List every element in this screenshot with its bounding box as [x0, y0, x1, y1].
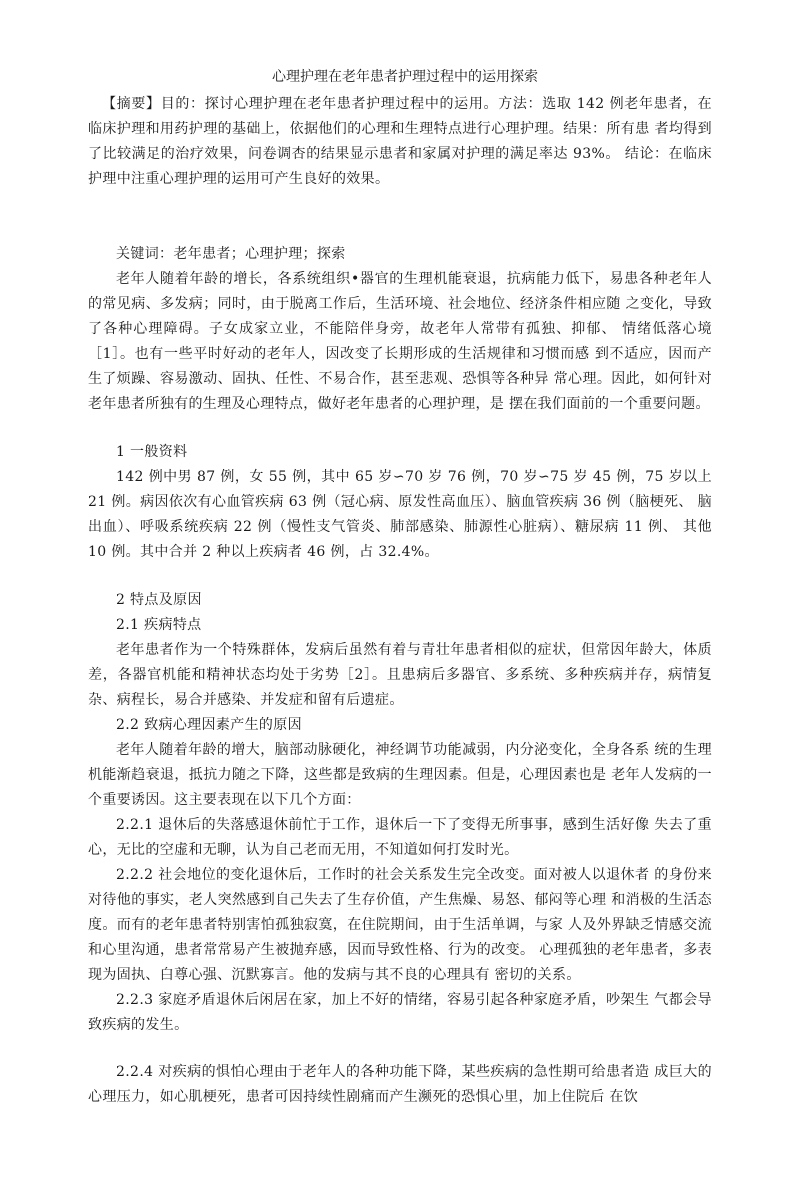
document-title: 心理护理在老年患者护理过程中的运用探索: [272, 69, 538, 85]
intro-paragraph: 老年人随着年龄的增长，各系统组织•器官的生理机能衰退，抗病能力低下，易患各种老年人的常见病、多发病；同时，由于脱离工作后，生活环境、社会地位、经济条件相应随 之变化，导致了各种心理障碍。子女成家立业，不能陪伴身旁，故老年人常带有孤独、抑郁、 情绪低落心境［1］。也有一些平时好动的老年人，因改变了长期形成的生活规律和习惯而感 到不适应，因而产生了烦躁、容易激动、固执、任性、不易合作，甚至悲观、恐惧等各种异 常心理。因此，如何针对老年患者所独有的生理及心理特点，做好老年患者的心理护理，是 摆在我们面前的一个重要问题。: [88, 271, 712, 412]
section-2-2-body: 老年人随着年龄的增大，脑部动脉硬化，神经调节功能减弱，内分泌变化，全身各系 统的生理机能渐趋衰退，抵抗力随之下降，这些都是致病的生理因素。但是，心理因素也是 老年人发病的一个重要诱因。这主要表现在以下几个方面：: [88, 742, 712, 808]
section-2-1-body: 老年患者作为一个特殊群体，发病后虽然有着与青壮年患者相似的症状，但常因年龄大，体质差，各器官机能和精神状态均处于劣势［2］。且患病后多器官、多系统、多种疾病并存，病情复杂、病程长，易合并感染、并发症和留有后遗症。: [88, 642, 712, 708]
section-1-heading: 1 一般资料: [116, 444, 188, 460]
section-2-1-heading: 2.1 疾病特点: [116, 617, 202, 633]
keywords: 关键词：老年患者；心理护理；探索: [116, 246, 346, 262]
section-2-2-heading: 2.2 致病心理因素产生的原因: [116, 717, 302, 733]
section-2-heading: 2 特点及原因: [116, 592, 202, 608]
abstract: 【摘要】目的：探讨心理护理在老年患者护理过程中的运用。方法：选取 142 例老年患者，在临床护理和用药护理的基础上，依据他们的心理和生理特点进行心理护理。结果：所有患 者均得到了比较满足的治疗效果，问卷调杏的结果显示患者和家属对护理的满足率达 93%。 结论：在临床护理中注重心理护理的运用可产生良好的效果。: [88, 96, 712, 187]
section-2-2-1: 2.2.1 退休后的失落感退休前忙于工作，退休后一下了变得无所事事，感到生活好像 失去了重心，无比的空虚和无聊，认为自己老而无用，不知道如何打发时光。: [88, 817, 712, 858]
section-2-2-4: 2.2.4 对疾病的惧怕心理由于老年人的各种功能下降，某些疾病的急性期可给患者造 成巨大的心理压力，如心肌梗死，患者可因持续性剧痛而产生濒死的恐惧心里，加上住院后 在饮: [88, 1064, 712, 1105]
section-1-body: 142 例中男 87 例，女 55 例，其中 65 岁∽70 岁 76 例，70 岁∽75 岁 45 例，75 岁以上 21 例。病因依次有心血管疾病 63 例（冠心病、原发性高血压）、脑血管疾病 36 例（脑梗死、 脑出血）、呼吸系统疾病 22 例（慢性支气管炎、肺部感染、肺源性心脏病）、糖尿病 11 例、 其他 10 例。其中合并 2 种以上疾病者 46 例，占 32.4%。: [88, 469, 712, 560]
document-page: [88, 64, 712, 1110]
section-2-2-3: 2.2.3 家庭矛盾退休后闲居在家，加上不好的情绪，容易引起各种家庭矛盾，吵架生 气都会导致疾病的发生。: [88, 992, 712, 1033]
section-2-2-2: 2.2.2 社会地位的变化退休后，工作时的社会关系发生完全改变。面对被人以退休者 的身份来对待他的事实，老人突然感到自己失去了生存价值，产生焦燥、易怒、郁闷等心理 和消极的生活态度。而有的老年患者特别害怕孤独寂寞，在住院期间，由于生活单调，与家 人及外界缺乏情感交流和心里沟通，患者常常易产生被抛弃感，因而导致性格、行为的改变。 心理孤独的老年患者，多表现为固执、白尊心强、沉默寡言。他的发病与其不良的心理具有 密切的关系。: [88, 867, 712, 983]
